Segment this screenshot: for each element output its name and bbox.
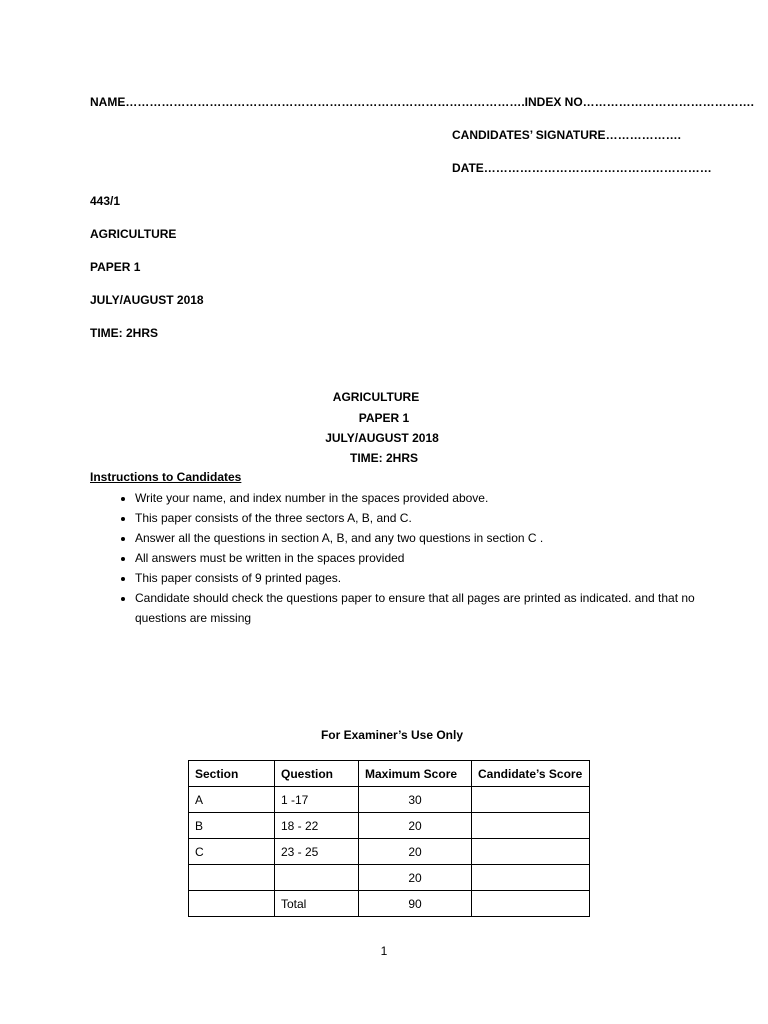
name-index-line: NAME……………………………………………………………………………………….INDEX NO……………………………………. bbox=[90, 95, 755, 109]
question-cell: 18 - 22 bbox=[275, 813, 359, 839]
instructions-heading: Instructions to Candidates bbox=[90, 470, 242, 484]
max-score-cell: 90 bbox=[359, 891, 472, 917]
instructions-list bbox=[90, 488, 715, 628]
section-cell bbox=[189, 865, 275, 891]
table-row bbox=[189, 813, 590, 839]
max-score-cell: 30 bbox=[359, 787, 472, 813]
column-header: Section bbox=[189, 761, 275, 787]
instruction-item: • Candidate should check the questions paper to ensure that all pages are printed as indicated. and that no questions are missing bbox=[135, 588, 715, 628]
table-row bbox=[189, 787, 590, 813]
session: JULY/AUGUST 2018 bbox=[90, 293, 204, 307]
page-number: 1 bbox=[380, 944, 388, 958]
candidate-score-cell bbox=[472, 865, 590, 891]
title-time: TIME: 2HRS bbox=[349, 451, 418, 465]
candidate-score-cell bbox=[472, 787, 590, 813]
candidate-score-cell bbox=[472, 891, 590, 917]
question-cell: Total bbox=[275, 891, 359, 917]
table-row bbox=[189, 839, 590, 865]
column-header: Maximum Score bbox=[359, 761, 472, 787]
instruction-item: • This paper consists of the three sectors A, B, and C. bbox=[135, 508, 715, 528]
title-subject: AGRICULTURE bbox=[332, 390, 420, 404]
max-score-cell: 20 bbox=[359, 865, 472, 891]
instruction-item: • Write your name, and index number in the spaces provided above. bbox=[135, 488, 715, 508]
subject: AGRICULTURE bbox=[90, 227, 177, 241]
title-session: JULY/AUGUST 2018 bbox=[325, 431, 439, 445]
candidate-score-cell bbox=[472, 839, 590, 865]
examiner-heading: For Examiner’s Use Only bbox=[320, 728, 464, 742]
question-cell: 1 -17 bbox=[275, 787, 359, 813]
instruction-item: • This paper consists of 9 printed pages. bbox=[135, 568, 715, 588]
table-header-row bbox=[189, 761, 590, 787]
section-cell bbox=[189, 891, 275, 917]
question-cell: 23 - 25 bbox=[275, 839, 359, 865]
max-score-cell: 20 bbox=[359, 813, 472, 839]
score-table bbox=[188, 760, 590, 917]
table-row-total bbox=[189, 891, 590, 917]
table-row bbox=[189, 865, 590, 891]
instruction-item: • All answers must be written in the spaces provided bbox=[135, 548, 715, 568]
time-allowed: TIME: 2HRS bbox=[90, 326, 159, 340]
candidate-score-cell bbox=[472, 813, 590, 839]
column-header: Question bbox=[275, 761, 359, 787]
signature-line: CANDIDATES’ SIGNATURE………………. bbox=[452, 128, 681, 142]
instruction-item: • Answer all the questions in section A, B, and any two questions in section C . bbox=[135, 528, 715, 548]
section-cell: C bbox=[189, 839, 275, 865]
title-paper: PAPER 1 bbox=[358, 411, 410, 425]
section-cell: B bbox=[189, 813, 275, 839]
paper-number: PAPER 1 bbox=[90, 260, 141, 274]
column-header: Candidate’s Score bbox=[472, 761, 590, 787]
section-cell: A bbox=[189, 787, 275, 813]
question-cell bbox=[275, 865, 359, 891]
max-score-cell: 20 bbox=[359, 839, 472, 865]
paper-code: 443/1 bbox=[90, 194, 121, 208]
date-line: DATE………………………………………………… bbox=[452, 161, 712, 175]
